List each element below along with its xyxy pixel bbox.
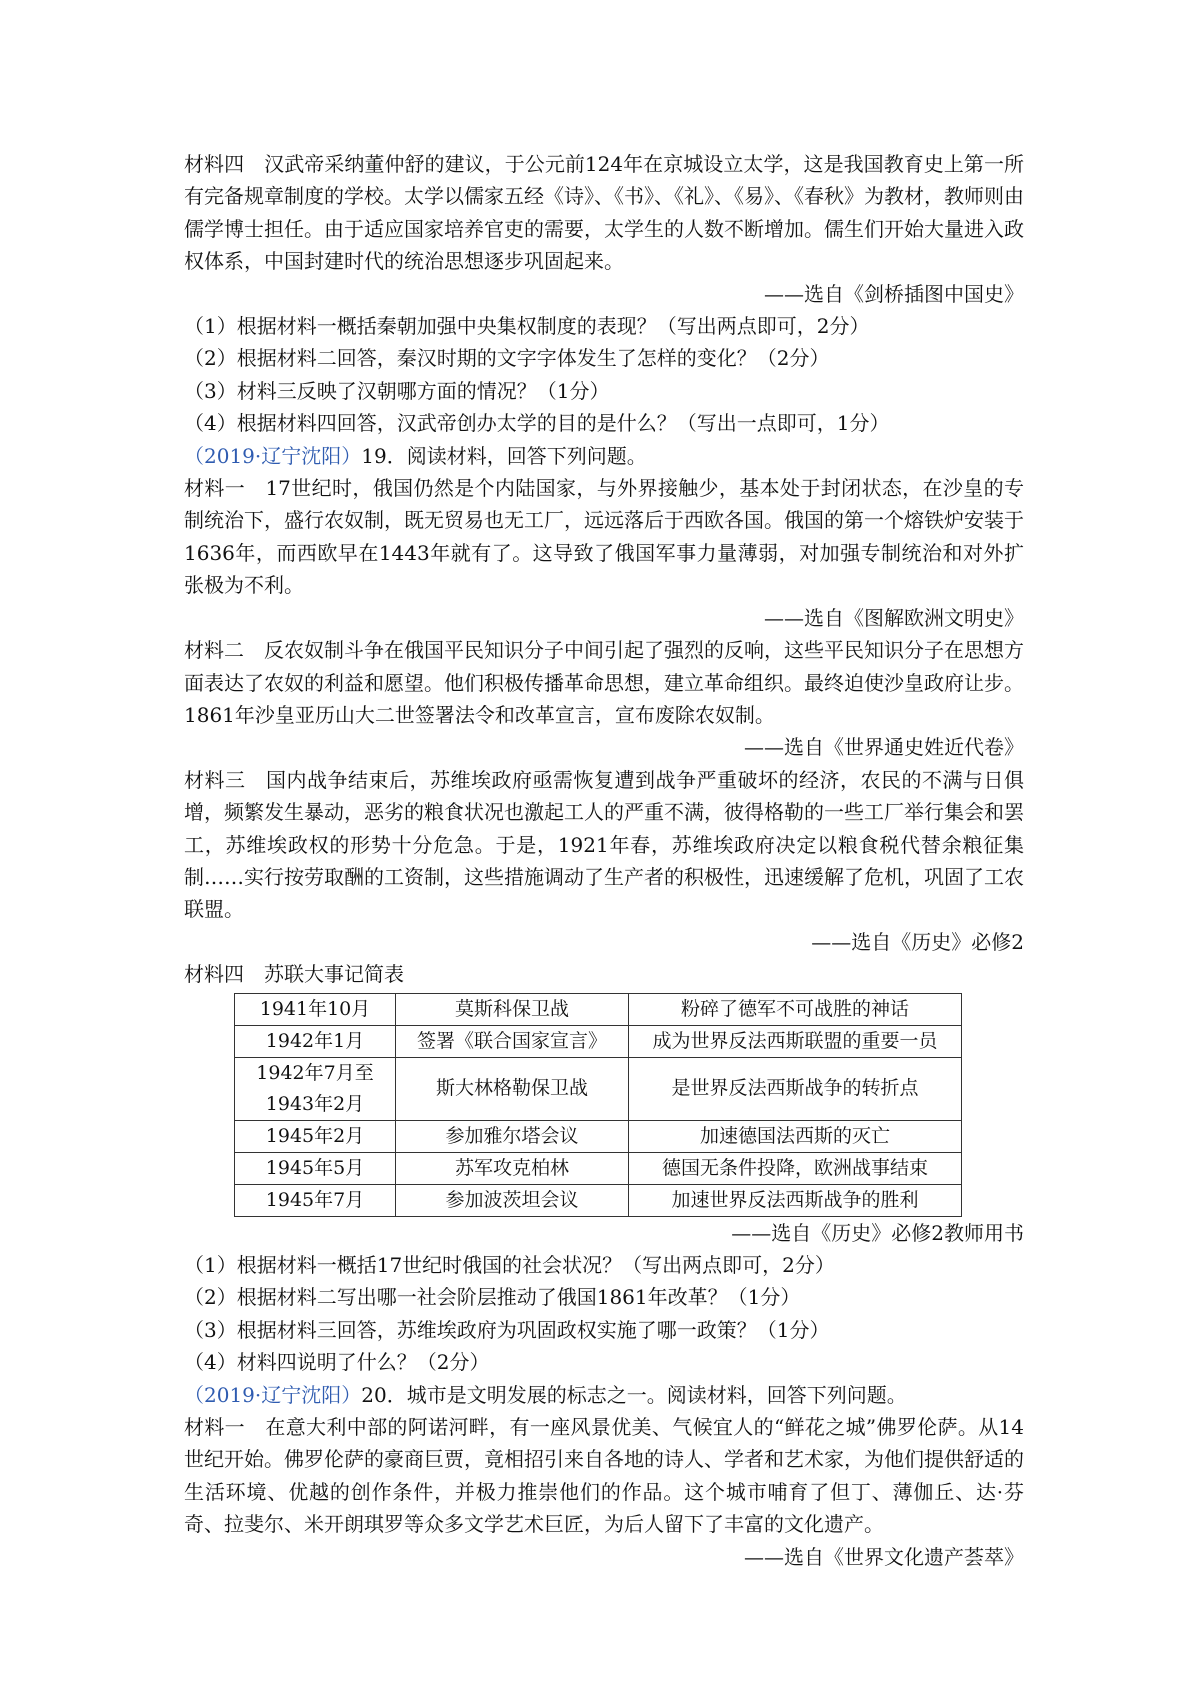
question-source-tag: （2019·辽宁沈阳） (184, 1382, 362, 1407)
q19-material-two-source: ——选自《世界通史姓近代卷》 (744, 735, 1024, 760)
table-cell-date: 1945年7月 (235, 1184, 396, 1216)
q19-material-one-source: ——选自《图解欧洲文明史》 (764, 605, 1024, 630)
table-row (235, 1120, 962, 1152)
question-item: （4）根据材料四回答，汉武帝创办太学的目的是什么？（写出一点即可，1分） (184, 411, 890, 436)
table-cell-event: 参加雅尔塔会议 (396, 1120, 629, 1152)
table-cell-significance: 粉碎了德军不可战胜的神话 (629, 993, 962, 1025)
table-cell-significance: 加速世界反法西斯战争的胜利 (629, 1184, 962, 1216)
question-19-heading (184, 440, 1024, 472)
table-cell-significance: 成为世界反法西斯联盟的重要一员 (629, 1025, 962, 1057)
table-cell-date-line: 1943年2月 (265, 1092, 365, 1115)
table-cell-date: 1945年2月 (235, 1120, 396, 1152)
table-cell-significance: 是世界反法西斯战争的转折点 (629, 1057, 962, 1120)
table-cell-date-line: 1942年7月至 (256, 1061, 374, 1084)
table-row (235, 1025, 962, 1057)
soviet-events-table (234, 993, 962, 1217)
question-item: （2）根据材料二回答，秦汉时期的文字字体发生了怎样的变化？（2分） (184, 346, 830, 371)
q19-material-three-source: ——选自《历史》必修2 (811, 929, 1024, 954)
material-four-source: ——选自《剑桥插图中国史》 (764, 281, 1024, 306)
table-cell-significance: 德国无条件投降，欧洲战事结束 (629, 1152, 962, 1184)
table-row (235, 993, 962, 1025)
table-cell-date: 1945年5月 (235, 1152, 396, 1184)
table-row (235, 1152, 962, 1184)
q20-material-one: 材料一 在意大利中部的阿诺河畔，有一座风景优美、气候宜人的“鲜花之城”佛罗伦萨。从14世纪开始。佛罗伦萨的豪商巨贾，竟相招引来自各地的诗人、学者和艺术家，为他们提供舒适的生活环境、优越的创作条件，并极力推崇他们的作品。这个城市哺育了但丁、薄伽丘、达·芬奇、拉斐尔、米开朗琪罗等众多文学艺术巨匠，为后人留下了丰富的文化遗产。 (184, 1415, 1024, 1537)
question-title: 19．阅读材料，回答下列问题。 (361, 443, 647, 468)
table-cell-significance: 加速德国法西斯的灭亡 (629, 1120, 962, 1152)
table-cell-date (235, 1057, 396, 1120)
q19-material-one: 材料一 17世纪时，俄国仍然是个内陆国家，与外界接触少，基本处于封闭状态，在沙皇的专制统治下，盛行农奴制，既无贸易也无工厂，远远落后于西欧各国。俄国的第一个熔铁炉安装于1636年，而西欧早在1443年就有了。这导致了俄国军事力量薄弱，对加强专制统治和对外扩张极为不利。 (184, 476, 1024, 598)
table-row (235, 1184, 962, 1216)
table-cell-event: 参加波茨坦会议 (396, 1184, 629, 1216)
question-20-heading (184, 1379, 1024, 1411)
material-four-paragraph: 材料四 汉武帝采纳董仲舒的建议，于公元前124年在京城设立太学，这是我国教育史上第一所有完备规章制度的学校。太学以儒家五经《诗》、《书》、《礼》、《易》、《春秋》为教材，教师则由儒学博士担任。由于适应国家培养官吏的需要，太学生的人数不断增加。儒生们开始大量进入政权体系，中国封建时代的统治思想逐步巩固起来。 (184, 152, 1024, 274)
question-item: （3）材料三反映了汉朝哪方面的情况？（1分） (184, 378, 610, 403)
document-page (184, 148, 1024, 1573)
q19-material-three: 材料三 国内战争结束后，苏维埃政府亟需恢复遭到战争严重破坏的经济，农民的不满与日俱增，频繁发生暴动，恶劣的粮食状况也激起工人的严重不满，彼得格勒的一些工厂举行集会和罢工，苏维埃政权的形势十分危急。于是，1921年春，苏维埃政府决定以粮食税代替余粮征集制……实行按劳取酬的工资制，这些措施调动了生产者的积极性，迅速缓解了危机，巩固了工农联盟。 (184, 767, 1024, 922)
question-item: （4）材料四说明了什么？（2分） (184, 1350, 490, 1375)
table-cell-event: 斯大林格勒保卫战 (396, 1057, 629, 1120)
question-item: （1）根据材料一概括秦朝加强中央集权制度的表现？（写出两点即可，2分） (184, 314, 870, 339)
question-item: （3）根据材料三回答，苏维埃政府为巩固政权实施了哪一政策？（1分） (184, 1317, 830, 1342)
question-source-tag: （2019·辽宁沈阳） (184, 443, 362, 468)
question-title: 20．城市是文明发展的标志之一。阅读材料，回答下列问题。 (361, 1382, 907, 1407)
table-cell-date: 1942年1月 (235, 1025, 396, 1057)
table-cell-event: 签署《联合国家宣言》 (396, 1025, 629, 1057)
table-cell-event: 苏军攻克柏林 (396, 1152, 629, 1184)
table-cell-date: 1941年10月 (235, 993, 396, 1025)
question-item: （2）根据材料二写出哪一社会阶层推动了俄国1861年改革？（1分） (184, 1285, 801, 1310)
q19-material-two: 材料二 反农奴制斗争在俄国平民知识分子中间引起了强烈的反响，这些平民知识分子在思想方面表达了农奴的利益和愿望。他们积极传播革命思想，建立革命组织。最终迫使沙皇政府让步。1861年沙皇亚历山大二世签署法令和改革宣言，宣布废除农奴制。 (184, 638, 1024, 727)
table-cell-event: 莫斯科保卫战 (396, 993, 629, 1025)
question-item: （1）根据材料一概括17世纪时俄国的社会状况？（写出两点即可，2分） (184, 1252, 835, 1277)
q19-material-four-title: 材料四 苏联大事记简表 (184, 962, 404, 987)
q19-material-four-source: ——选自《历史》必修2教师用书 (731, 1220, 1024, 1245)
q20-material-one-source: ——选自《世界文化遗产荟萃》 (744, 1544, 1024, 1569)
table-row (235, 1057, 962, 1120)
